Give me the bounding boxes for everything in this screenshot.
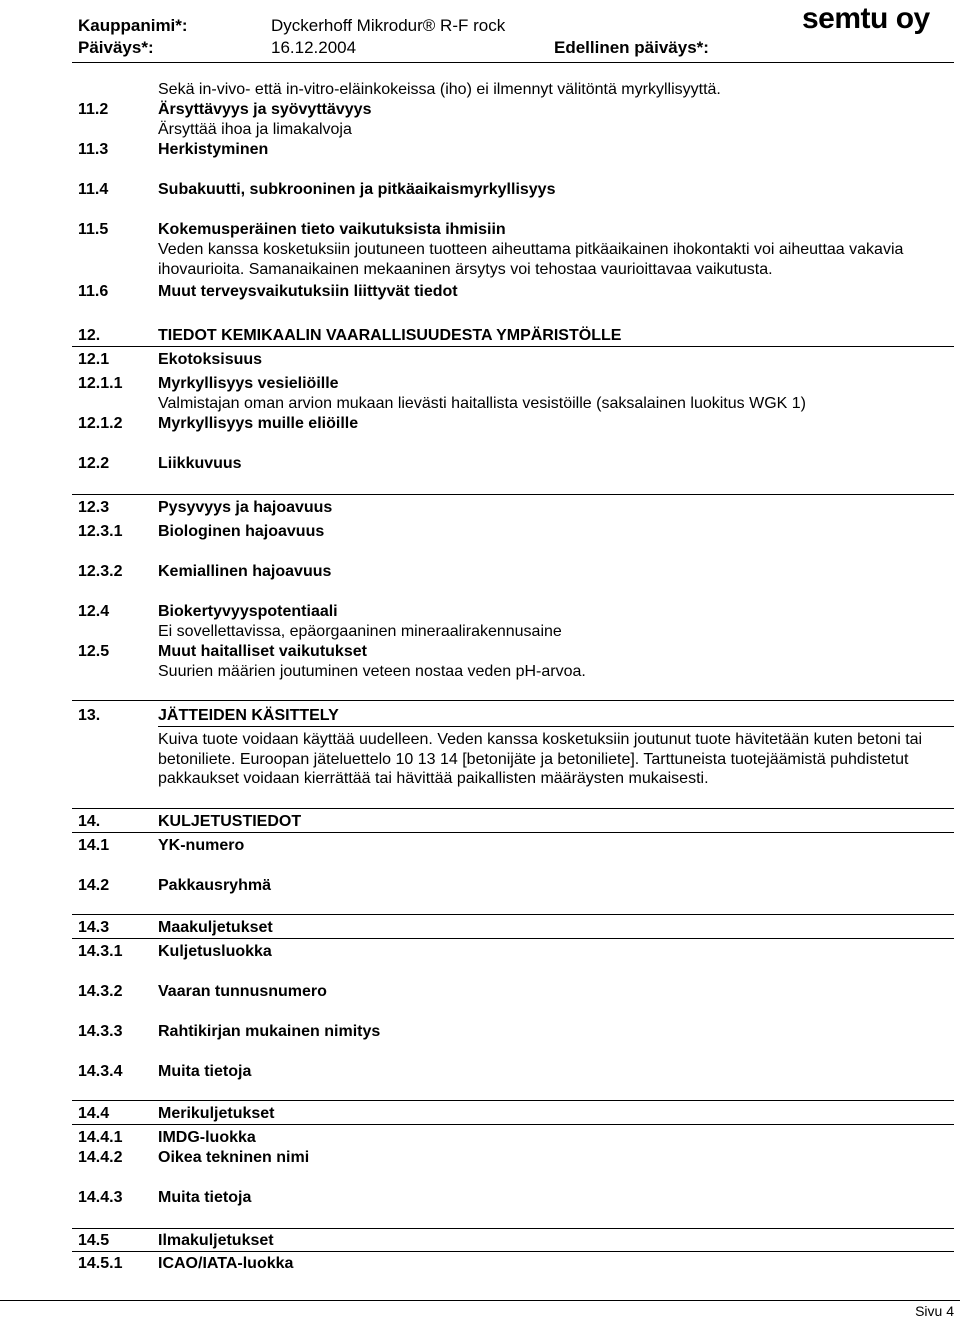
section-number: 11.3: [78, 141, 109, 158]
section-number: 14.1: [78, 837, 110, 854]
header-divider: [72, 62, 954, 63]
section-number: 14.3.3: [78, 1023, 123, 1040]
section-number: 14.5.1: [78, 1255, 123, 1272]
date-value: 16.12.2004: [271, 38, 357, 57]
section-heading: Ekotoksisuus: [158, 351, 263, 368]
section-heading: Liikkuvuus: [158, 455, 242, 472]
section-divider: [72, 346, 954, 347]
section-heading: Subakuutti, subkrooninen ja pitkäaikaismyrkyllisyys: [158, 181, 556, 198]
section-heading: Biologinen hajoavuus: [158, 523, 325, 540]
paragraph: Veden kanssa kosketuksiin joutuneen tuotteen aiheuttama pitkäaikainen ihokontakti voi aiheuttaa vakavia ihovaurioita. Samanaikainen mekaaninen ärsytys voi tehostaa vaurioittavaa vaikutusta.: [158, 241, 904, 278]
section-heading: Ärsyttävyys ja syövyttävyys: [158, 101, 372, 118]
section-heading: Merikuljetukset: [158, 1105, 275, 1122]
section-number: 14.: [78, 813, 101, 830]
tradename-label: Kauppanimi*:: [78, 16, 188, 35]
section-heading: Kemiallinen hajoavuus: [158, 563, 332, 580]
section-title: JÄTTEIDEN KÄSITTELY: [158, 707, 339, 724]
section-heading: Pysyvyys ja hajoavuus: [158, 499, 333, 516]
text-line: Valmistajan oman arvion mukaan lievästi haitallista vesistöille (saksalainen luokitus WGK 1): [158, 395, 806, 412]
section-number: 14.5: [78, 1232, 110, 1249]
section-number: 13.: [78, 707, 101, 724]
section-heading: Biokertyvyyspotentiaali: [158, 603, 338, 620]
section-number: 11.4: [78, 181, 109, 198]
section-number: 12.3.1: [78, 523, 123, 540]
section-number: 14.3.1: [78, 943, 123, 960]
section-number: 12.1.1: [78, 375, 123, 392]
section-number: 12.1.2: [78, 415, 123, 432]
section-number: 12.3.2: [78, 563, 123, 580]
paragraph: Kuiva tuote voidaan käyttää uudelleen. Veden kanssa kosketuksiin joutunut tuote hävitetään kuten betoni tai betoniliete. Euroopan jäteluettelo 10 13 14 [betonijäte ja betoniliete]. Tarttuneista tuotejäämistä puhdistetut pakkaukset voidaan kierrättää tai hävittää paikallisten määräysten mukaisesti.: [158, 731, 923, 787]
section-number: 12.3: [78, 499, 110, 516]
section-number: 12.5: [78, 643, 110, 660]
text-line: Ei sovellettavissa, epäorgaaninen mineraalirakennusaine: [158, 623, 562, 640]
section-number: 14.3: [78, 919, 110, 936]
section-heading: Ilmakuljetukset: [158, 1232, 274, 1249]
section-heading: Rahtikirjan mukainen nimitys: [158, 1023, 381, 1040]
section-divider: [158, 726, 954, 727]
section-number: 14.3.4: [78, 1063, 123, 1080]
section-divider: [72, 938, 954, 939]
section-number: 11.6: [78, 283, 109, 300]
section-divider: [72, 700, 954, 701]
section-divider: [72, 1100, 954, 1101]
section-heading: Herkistyminen: [158, 141, 269, 158]
text-line: Sekä in-vivo- että in-vitro-eläinkokeissa (iho) ei ilmennyt välitöntä myrkyllisyyttä.: [158, 81, 721, 98]
section-divider: [72, 1251, 954, 1252]
section-number: 14.4.2: [78, 1149, 123, 1166]
section-number: 11.5: [78, 221, 109, 238]
section-heading: Muut terveysvaikutuksiin liittyvät tiedot: [158, 283, 458, 300]
previous-date-label: Edellinen päiväys*:: [554, 38, 709, 57]
section-number: 12.2: [78, 455, 110, 472]
section-heading: Vaaran tunnusnumero: [158, 983, 327, 1000]
section-divider: [72, 808, 954, 809]
section-heading: Pakkausryhmä: [158, 877, 271, 894]
date-label: Päiväys*:: [78, 38, 154, 57]
section-number: 14.4: [78, 1105, 110, 1122]
section-number: 12.: [78, 327, 101, 344]
section-heading: IMDG-luokka: [158, 1129, 256, 1146]
section-heading: YK-numero: [158, 837, 245, 854]
section-divider: [72, 1228, 954, 1229]
section-title: KULJETUSTIEDOT: [158, 813, 302, 830]
section-number: 14.4.1: [78, 1129, 123, 1146]
company-logo: semtu oy: [802, 2, 930, 35]
section-divider: [72, 1124, 954, 1125]
section-heading: Muut haitalliset vaikutukset: [158, 643, 367, 660]
section-number: 14.4.3: [78, 1189, 123, 1206]
section-divider: [72, 494, 954, 495]
section-heading: Muita tietoja: [158, 1063, 252, 1080]
section-heading: Kokemusperäinen tieto vaikutuksista ihmisiin: [158, 221, 506, 238]
section-heading: ICAO/IATA-luokka: [158, 1255, 294, 1272]
section-title: TIEDOT KEMIKAALIN VAARALLISUUDESTA YMPÄRISTÖLLE: [158, 327, 622, 344]
page-number: Sivu 4: [915, 1303, 954, 1319]
section-divider: [72, 832, 954, 833]
section-number: 11.2: [78, 101, 109, 118]
text-line: Ärsyttää ihoa ja limakalvoja: [158, 121, 352, 138]
section-divider: [72, 914, 954, 915]
section-number: 12.1: [78, 351, 110, 368]
text-line: Suurien määrien joutuminen veteen nostaa veden pH-arvoa.: [158, 663, 586, 680]
section-heading: Oikea tekninen nimi: [158, 1149, 310, 1166]
section-heading: Myrkyllisyys muille eliöille: [158, 415, 359, 432]
tradename-value: Dyckerhoff Mikrodur® R-F rock: [271, 16, 506, 35]
section-number: 14.2: [78, 877, 110, 894]
section-heading: Kuljetusluokka: [158, 943, 272, 960]
footer-divider: [0, 1300, 960, 1301]
section-number: 12.4: [78, 603, 110, 620]
section-heading: Myrkyllisyys vesieliöille: [158, 375, 339, 392]
section-heading: Maakuljetukset: [158, 919, 273, 936]
section-number: 14.3.2: [78, 983, 123, 1000]
section-heading: Muita tietoja: [158, 1189, 252, 1206]
